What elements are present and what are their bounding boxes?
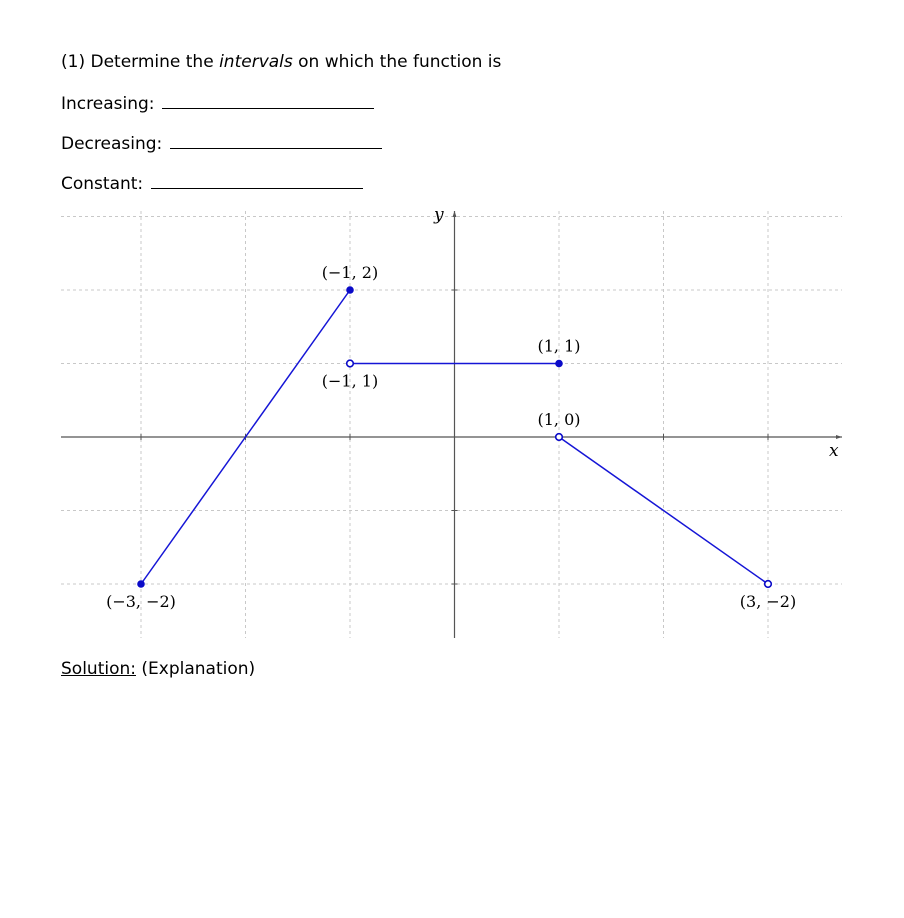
point-label: (3, −2)	[739, 592, 797, 611]
x-axis-label: x	[829, 441, 839, 461]
constant-label: Constant:	[61, 174, 144, 194]
solution-text: (Explanation)	[135, 659, 256, 679]
point-label: (1, 1)	[537, 336, 581, 356]
point-label: (−3, −2)	[106, 592, 176, 611]
point-label: (1, 0)	[537, 410, 581, 429]
point-label: (−1, 2)	[321, 263, 379, 282]
open-point	[347, 360, 354, 367]
decreasing-label: Decreasing:	[61, 134, 163, 154]
increasing-label: Increasing:	[61, 94, 155, 114]
question-prefix: (1) Determine the	[61, 52, 220, 72]
question-emphasis: intervals	[219, 52, 293, 72]
point-label: (−1, 1)	[321, 371, 379, 391]
open-point	[765, 581, 772, 588]
solution-label: Solution:	[61, 659, 136, 679]
y-axis-arrow	[453, 211, 457, 217]
closed-point	[137, 580, 145, 588]
solution-row	[61, 659, 255, 679]
closed-point	[346, 286, 354, 294]
open-point	[556, 434, 563, 441]
y-axis-label: y	[434, 205, 444, 225]
x-axis-arrow	[836, 435, 842, 439]
closed-point	[555, 360, 563, 368]
question-suffix: on which the function is	[292, 52, 502, 72]
